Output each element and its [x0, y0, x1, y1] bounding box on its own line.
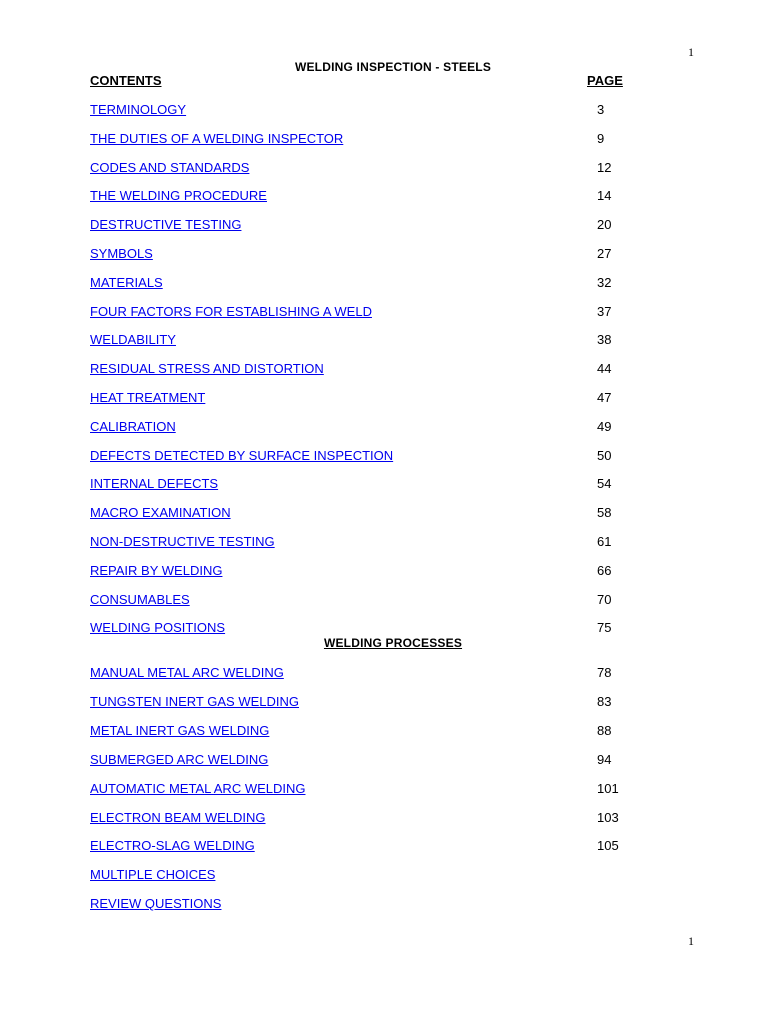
- toc-row: [0, 188, 768, 206]
- toc-link[interactable]: THE DUTIES OF A WELDING INSPECTOR: [90, 130, 344, 146]
- toc-link[interactable]: MULTIPLE CHOICES: [90, 867, 216, 883]
- toc-link[interactable]: REPAIR BY WELDING: [90, 562, 223, 578]
- toc-link[interactable]: SYMBOLS: [90, 246, 153, 261]
- toc-row: [0, 838, 768, 856]
- toc-link[interactable]: SUBMERGED ARC WELDING: [90, 751, 269, 767]
- toc-page-number: 3: [597, 102, 605, 117]
- toc-row: [0, 448, 768, 466]
- toc-page-number: 75: [597, 620, 612, 636]
- toc-link[interactable]: THE WELDING PROCEDURE: [90, 188, 267, 204]
- toc-link[interactable]: CODES AND STANDARDS: [90, 159, 250, 175]
- toc-row: [0, 752, 768, 770]
- toc-link[interactable]: TERMINOLOGY: [90, 102, 187, 117]
- toc-link[interactable]: DESTRUCTIVE TESTING: [90, 217, 242, 233]
- toc-link[interactable]: CALIBRATION: [90, 418, 176, 434]
- toc-row: [0, 534, 768, 552]
- toc-row: [0, 810, 768, 828]
- toc-page-number: 32: [597, 274, 612, 290]
- page-number-bottom: 1: [688, 934, 694, 948]
- toc-link[interactable]: FOUR FACTORS FOR ESTABLISHING A WELD: [90, 303, 372, 319]
- toc-page-number: 49: [597, 418, 612, 434]
- page-column-heading: PAGE: [587, 73, 623, 88]
- toc-page-number: 66: [597, 562, 612, 578]
- toc-row: [0, 217, 768, 235]
- toc-page-number: 50: [597, 447, 612, 463]
- toc-page-number: 88: [597, 722, 612, 738]
- toc-link[interactable]: MANUAL METAL ARC WELDING: [90, 665, 284, 680]
- toc-link[interactable]: CONSUMABLES: [90, 591, 190, 607]
- toc-page-number: 54: [597, 476, 612, 492]
- toc-row: [0, 332, 768, 350]
- toc-page-number: 27: [597, 246, 612, 261]
- toc-link[interactable]: NON-DESTRUCTIVE TESTING: [90, 534, 275, 549]
- toc-link[interactable]: MATERIALS: [90, 274, 163, 290]
- toc-page-number: 70: [597, 591, 612, 607]
- toc-row: [0, 563, 768, 581]
- toc-row: [0, 476, 768, 494]
- toc-page-number: 38: [597, 332, 612, 348]
- welding-processes-heading: WELDING PROCESSES: [323, 636, 463, 650]
- toc-row: [0, 781, 768, 799]
- toc-row: [0, 505, 768, 523]
- toc-link[interactable]: MACRO EXAMINATION: [90, 505, 231, 521]
- toc-page-number: 47: [597, 390, 612, 405]
- toc-row: [0, 160, 768, 178]
- toc-row: [0, 131, 768, 149]
- toc-row: [0, 592, 768, 610]
- toc-page-number: 83: [597, 693, 612, 709]
- toc-row: [0, 390, 768, 408]
- toc-link[interactable]: REVIEW QUESTIONS: [90, 896, 222, 912]
- toc-row: [0, 665, 768, 683]
- toc-page-number: 12: [597, 159, 612, 175]
- toc-row: [0, 361, 768, 379]
- toc-link[interactable]: ELECTRON BEAM WELDING: [90, 809, 266, 825]
- toc-link[interactable]: DEFECTS DETECTED BY SURFACE INSPECTION: [90, 447, 394, 463]
- toc-row: [0, 896, 768, 914]
- toc-link[interactable]: WELDABILITY: [90, 332, 176, 348]
- toc-link[interactable]: AUTOMATIC METAL ARC WELDING: [90, 780, 306, 796]
- toc-row: [0, 694, 768, 712]
- toc-page-number: 101: [597, 780, 619, 796]
- toc-row: [0, 304, 768, 322]
- toc-page-number: 103: [597, 809, 619, 825]
- page-number-top: 1: [688, 45, 694, 59]
- toc-row: [0, 275, 768, 293]
- toc-page-number: 9: [597, 130, 605, 146]
- toc-link[interactable]: HEAT TREATMENT: [90, 390, 206, 405]
- toc-page-number: 61: [597, 534, 612, 549]
- toc-row: [0, 723, 768, 741]
- toc-page-number: 78: [597, 665, 612, 680]
- toc-link[interactable]: INTERNAL DEFECTS: [90, 476, 219, 492]
- toc-page-number: 105: [597, 838, 619, 854]
- toc-link[interactable]: TUNGSTEN INERT GAS WELDING: [90, 693, 299, 709]
- toc-page-number: 44: [597, 361, 612, 377]
- document-title: WELDING INSPECTION - STEELS: [294, 60, 492, 74]
- toc-page-number: 14: [597, 188, 612, 204]
- toc-link[interactable]: METAL INERT GAS WELDING: [90, 722, 270, 738]
- toc-link[interactable]: WELDING POSITIONS: [90, 620, 226, 636]
- toc-row: [0, 102, 768, 120]
- toc-link[interactable]: RESIDUAL STRESS AND DISTORTION: [90, 361, 324, 377]
- toc-row: [0, 419, 768, 437]
- toc-page-number: 37: [597, 303, 612, 319]
- toc-page-number: 58: [597, 505, 612, 521]
- toc-page-number: 94: [597, 751, 612, 767]
- contents-heading: CONTENTS: [90, 73, 162, 88]
- toc-link[interactable]: ELECTRO-SLAG WELDING: [90, 838, 255, 854]
- toc-row: [0, 246, 768, 264]
- toc-row: [0, 867, 768, 885]
- toc-page-number: 20: [597, 217, 612, 233]
